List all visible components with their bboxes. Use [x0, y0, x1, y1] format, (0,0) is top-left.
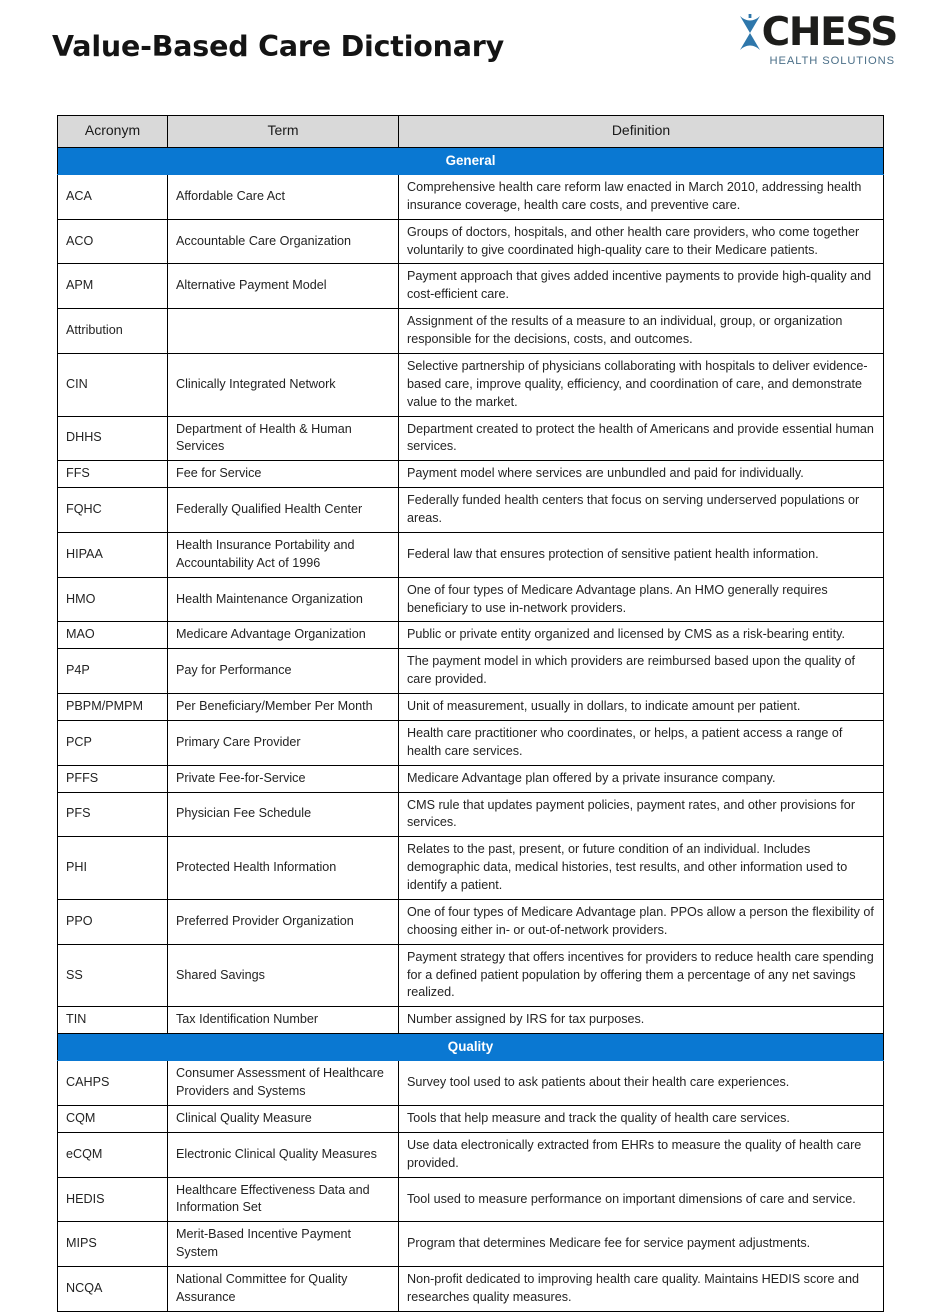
- table-row: [58, 944, 884, 1007]
- cell-acronym: PFS: [58, 792, 168, 837]
- cell-acronym: CIN: [58, 353, 168, 416]
- table-row: [58, 622, 884, 649]
- cell-acronym: MAO: [58, 622, 168, 649]
- cell-definition: Health care practitioner who coordinates, or helps, a patient access a range of health care services.: [399, 720, 884, 765]
- logo-row: [727, 12, 897, 54]
- hourglass-diamond-icon: [739, 14, 761, 52]
- table-body: [58, 147, 884, 1311]
- cell-definition: Public or private entity organized and licensed by CMS as a risk-bearing entity.: [399, 622, 884, 649]
- column-header-definition: Definition: [399, 116, 884, 148]
- page-title: Value-Based Care Dictionary: [52, 30, 505, 63]
- table-row: [58, 1222, 884, 1267]
- column-header-term: Term: [168, 116, 399, 148]
- cell-definition: Groups of doctors, hospitals, and other health care providers, who come together voluntarily to give coordinated high-quality care to their Medicare patients.: [399, 219, 884, 264]
- cell-acronym: CAHPS: [58, 1061, 168, 1106]
- cell-definition: Relates to the past, present, or future condition of an individual. Includes demographic data, medical histories, test results, and other information used to identify a patient.: [399, 837, 884, 900]
- table-row: [58, 792, 884, 837]
- table-row: [58, 1007, 884, 1034]
- cell-term: Shared Savings: [168, 944, 399, 1007]
- table-row: [58, 765, 884, 792]
- cell-term: Federally Qualified Health Center: [168, 488, 399, 533]
- table-head: [58, 116, 884, 148]
- page-header: [0, 0, 937, 100]
- table-row: [58, 416, 884, 461]
- cell-term: Tax Identification Number: [168, 1007, 399, 1034]
- cell-term: Pay for Performance: [168, 649, 399, 694]
- cell-term: Health Maintenance Organization: [168, 577, 399, 622]
- cell-definition: Payment model where services are unbundled and paid for individually.: [399, 461, 884, 488]
- cell-acronym: ACA: [58, 174, 168, 219]
- table-row: [58, 694, 884, 721]
- cell-term: Primary Care Provider: [168, 720, 399, 765]
- cell-acronym: ACO: [58, 219, 168, 264]
- table-row: [58, 577, 884, 622]
- table-row: [58, 1177, 884, 1222]
- cell-term: Clinical Quality Measure: [168, 1105, 399, 1132]
- cell-acronym: PFFS: [58, 765, 168, 792]
- cell-definition: Program that determines Medicare fee for service payment adjustments.: [399, 1222, 884, 1267]
- cell-term: Consumer Assessment of Healthcare Providers and Systems: [168, 1061, 399, 1106]
- section-header-row: [58, 147, 884, 174]
- section-label: General: [58, 147, 884, 174]
- cell-term: Physician Fee Schedule: [168, 792, 399, 837]
- cell-term: Healthcare Effectiveness Data and Information Set: [168, 1177, 399, 1222]
- section-header-row: [58, 1034, 884, 1061]
- cell-acronym: PHI: [58, 837, 168, 900]
- cell-definition: Non-profit dedicated to improving health care quality. Maintains HEDIS score and researches quality measures.: [399, 1267, 884, 1312]
- cell-acronym: DHHS: [58, 416, 168, 461]
- cell-term: National Committee for Quality Assurance: [168, 1267, 399, 1312]
- cell-acronym: HEDIS: [58, 1177, 168, 1222]
- table-header-row: [58, 116, 884, 148]
- cell-definition: Medicare Advantage plan offered by a private insurance company.: [399, 765, 884, 792]
- cell-term: Medicare Advantage Organization: [168, 622, 399, 649]
- table-row: [58, 1132, 884, 1177]
- cell-acronym: MIPS: [58, 1222, 168, 1267]
- cell-acronym: APM: [58, 264, 168, 309]
- section-label: Quality: [58, 1034, 884, 1061]
- cell-definition: One of four types of Medicare Advantage plans. An HMO generally requires beneficiary to use in-network providers.: [399, 577, 884, 622]
- cell-term: Accountable Care Organization: [168, 219, 399, 264]
- cell-term: Clinically Integrated Network: [168, 353, 399, 416]
- cell-definition: The payment model in which providers are reimbursed based upon the quality of care provided.: [399, 649, 884, 694]
- cell-definition: Comprehensive health care reform law enacted in March 2010, addressing health insurance coverage, health care costs, and preventive care.: [399, 174, 884, 219]
- cell-definition: Unit of measurement, usually in dollars, to indicate amount per patient.: [399, 694, 884, 721]
- cell-acronym: FQHC: [58, 488, 168, 533]
- cell-acronym: TIN: [58, 1007, 168, 1034]
- cell-term: [168, 309, 399, 354]
- cell-acronym: PCP: [58, 720, 168, 765]
- cell-term: Department of Health & Human Services: [168, 416, 399, 461]
- table-row: [58, 488, 884, 533]
- chess-health-solutions-logo: [727, 12, 897, 74]
- table-row: [58, 1105, 884, 1132]
- logo-wordmark: CHESS: [761, 10, 897, 55]
- cell-definition: Tool used to measure performance on important dimensions of care and service.: [399, 1177, 884, 1222]
- cell-acronym: Attribution: [58, 309, 168, 354]
- table-row: [58, 461, 884, 488]
- table-row: [58, 219, 884, 264]
- table-row: [58, 649, 884, 694]
- cell-acronym: HMO: [58, 577, 168, 622]
- table-row: [58, 309, 884, 354]
- cell-definition: Assignment of the results of a measure to an individual, group, or organization responsible for the decisions, costs, and outcomes.: [399, 309, 884, 354]
- cell-term: Alternative Payment Model: [168, 264, 399, 309]
- cell-definition: Tools that help measure and track the quality of health care services.: [399, 1105, 884, 1132]
- dictionary-table-container: [57, 115, 883, 1312]
- cell-term: Preferred Provider Organization: [168, 899, 399, 944]
- cell-acronym: P4P: [58, 649, 168, 694]
- cell-term: Health Insurance Portability and Accountability Act of 1996: [168, 532, 399, 577]
- cell-acronym: HIPAA: [58, 532, 168, 577]
- cell-definition: Survey tool used to ask patients about their health care experiences.: [399, 1061, 884, 1106]
- cell-term: Per Beneficiary/Member Per Month: [168, 694, 399, 721]
- table-row: [58, 174, 884, 219]
- table-row: [58, 353, 884, 416]
- cell-acronym: eCQM: [58, 1132, 168, 1177]
- dictionary-table: [57, 115, 884, 1312]
- cell-term: Fee for Service: [168, 461, 399, 488]
- cell-definition: Number assigned by IRS for tax purposes.: [399, 1007, 884, 1034]
- cell-acronym: NCQA: [58, 1267, 168, 1312]
- table-row: [58, 1061, 884, 1106]
- cell-definition: One of four types of Medicare Advantage plan. PPOs allow a person the flexibility of choosing either in- or out-of-network providers.: [399, 899, 884, 944]
- table-row: [58, 837, 884, 900]
- table-row: [58, 264, 884, 309]
- logo-tagline: HEALTH SOLUTIONS: [769, 55, 895, 67]
- cell-term: Private Fee-for-Service: [168, 765, 399, 792]
- cell-acronym: FFS: [58, 461, 168, 488]
- cell-term: Affordable Care Act: [168, 174, 399, 219]
- cell-term: Protected Health Information: [168, 837, 399, 900]
- cell-definition: Department created to protect the health of Americans and provide essential human services.: [399, 416, 884, 461]
- table-row: [58, 899, 884, 944]
- cell-acronym: PPO: [58, 899, 168, 944]
- cell-term: Merit-Based Incentive Payment System: [168, 1222, 399, 1267]
- cell-definition: Federally funded health centers that focus on serving underserved populations or areas.: [399, 488, 884, 533]
- cell-definition: Use data electronically extracted from EHRs to measure the quality of health care provided.: [399, 1132, 884, 1177]
- cell-definition: Federal law that ensures protection of sensitive patient health information.: [399, 532, 884, 577]
- cell-acronym: SS: [58, 944, 168, 1007]
- table-row: [58, 1267, 884, 1312]
- table-row: [58, 720, 884, 765]
- cell-definition: CMS rule that updates payment policies, payment rates, and other provisions for services.: [399, 792, 884, 837]
- cell-term: Electronic Clinical Quality Measures: [168, 1132, 399, 1177]
- cell-definition: Selective partnership of physicians collaborating with hospitals to deliver evidence-based care, improve quality, efficiency, and coordination of care, and demonstrate value to the market.: [399, 353, 884, 416]
- cell-definition: Payment approach that gives added incentive payments to provide high-quality and cost-efficient care.: [399, 264, 884, 309]
- cell-definition: Payment strategy that offers incentives for providers to reduce health care spending for a defined patient population by offering them a percentage of any net savings realized.: [399, 944, 884, 1007]
- table-row: [58, 532, 884, 577]
- cell-acronym: PBPM/PMPM: [58, 694, 168, 721]
- column-header-acronym: Acronym: [58, 116, 168, 148]
- cell-acronym: CQM: [58, 1105, 168, 1132]
